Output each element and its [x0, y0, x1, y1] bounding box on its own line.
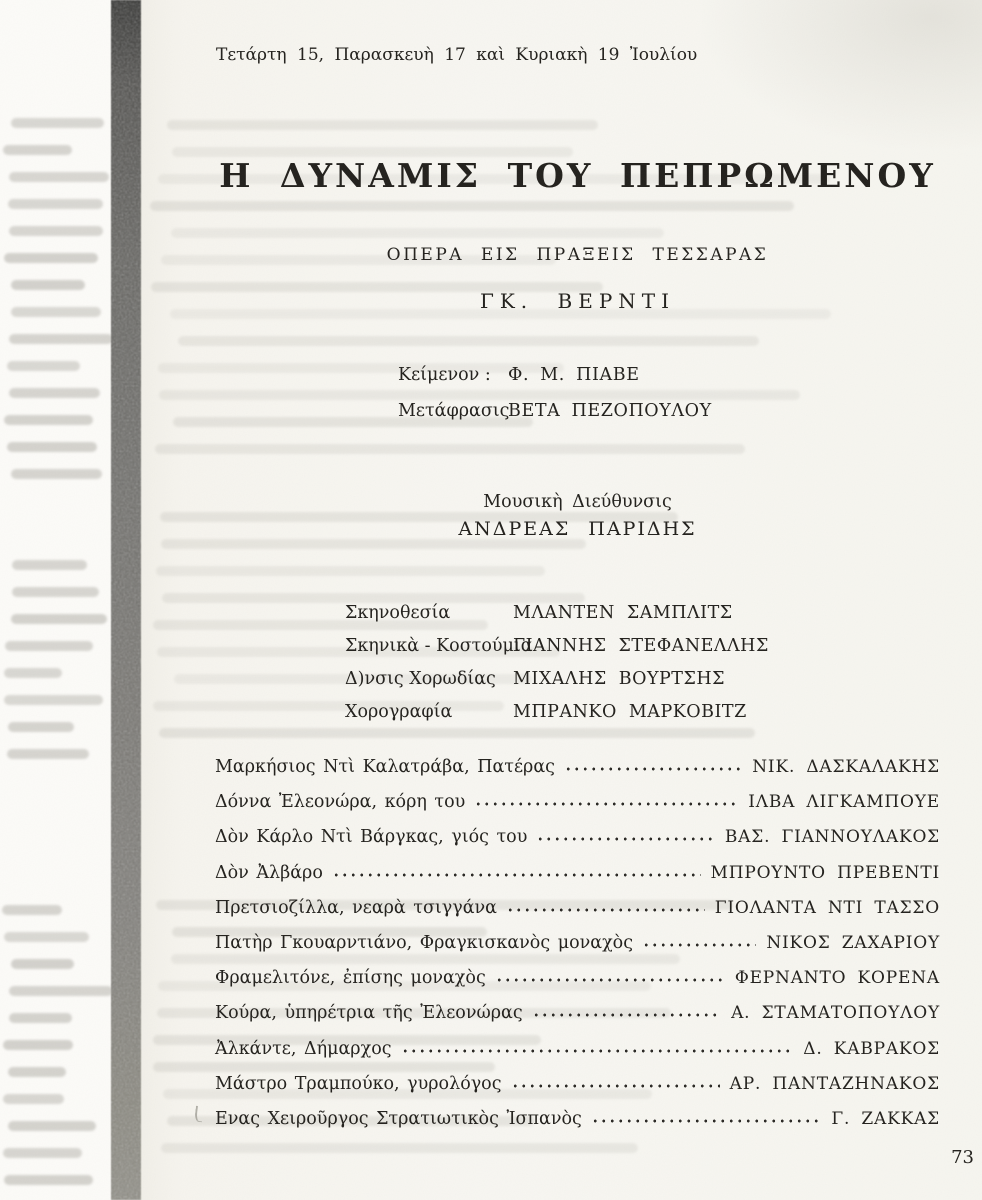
credit-row: [345, 635, 769, 657]
dotted-leader: [511, 1075, 720, 1089]
dotted-leader: [506, 899, 705, 913]
dotted-leader: [332, 864, 701, 878]
credit-label: Μετάφρασις: [398, 401, 510, 421]
conductor-name: ΑΝΔΡΕΑΣ ΠΑΡΙΔΗΣ: [458, 518, 697, 540]
cast-row: [215, 967, 940, 989]
cast-performer: ΒΑΣ. ΓΙΑΝΝΟΥΛΑΚΟΣ: [724, 827, 940, 848]
cast-performer: ΦΕΡΝΑΝΤΟ ΚΟΡΕΝΑ: [734, 968, 940, 989]
credit-value: ΒΕΤΑ ΠΕΖΟΠΟΥΛΟΥ: [508, 401, 712, 421]
opera-subtitle: ΟΠΕΡΑ ΕΙΣ ΠΡΑΞΕΙΣ ΤΕΣΣΑΡΑΣ: [386, 245, 769, 265]
credit-label: Σκηνικὰ - Κοστούμια: [345, 636, 533, 656]
page-number: 73: [951, 1147, 974, 1168]
credit-value: ΜΛΑΝΤΕΝ ΣΑΜΠΛΙΤΣ: [513, 603, 733, 623]
dotted-leader: [474, 793, 738, 807]
cast-row: [215, 932, 940, 954]
cast-performer: Δ. ΚΑΒΡΑΚΟΣ: [803, 1038, 940, 1059]
cast-performer: ΓΙΟΛΑΝΤΑ ΝΤΙ ΤΑΣΣΟ: [714, 897, 940, 918]
cast-performer: ΜΠΡΟΥΝΤΟ ΠΡΕΒΕΝΤΙ: [710, 862, 940, 883]
music-direction-label: Μουσικὴ Διεύθυνσις: [483, 492, 672, 512]
cast-performer: Α. ΣΤΑΜΑΤΟΠΟΥΛΟΥ: [731, 1003, 940, 1024]
book-binding-shadow: [111, 0, 141, 1200]
credit-row: [345, 701, 769, 723]
page-content: [215, 0, 940, 1200]
cast-row: [215, 791, 940, 813]
cast-row: [215, 1038, 940, 1060]
dotted-leader: [401, 1040, 794, 1054]
cast-role: Ἀλκάντε, Δήμαρχος: [215, 1038, 392, 1059]
cast-row: [215, 897, 940, 919]
credit-value: Φ. Μ. ΠΙΑΒΕ: [508, 365, 640, 385]
bleed-through-texture: [2, 0, 108, 1200]
credit-row: [398, 364, 712, 386]
cast-performer: ΝΙΚΟΣ ΖΑΧΑΡΙΟΥ: [766, 932, 940, 953]
cast-role: Μάστρο Τραμπούκο, γυρολόγος: [215, 1073, 502, 1094]
dotted-leader: [564, 758, 742, 772]
libretto-credits: [398, 364, 712, 436]
cast-row: [215, 1073, 940, 1095]
cast-role: Φραμελιτόνε, ἐπίσης μοναχὸς: [215, 968, 486, 989]
cast-role: Μαρκήσιος Ντὶ Καλατράβα, Πατέρας: [215, 757, 555, 777]
page-area: [140, 0, 982, 1200]
cast-role: Δὸν Ἀλβάρο: [215, 862, 323, 883]
credit-label: Χορογραφία: [345, 702, 453, 722]
cast-role: Πρετσιοζίλλα, νεαρὰ τσιγγάνα: [215, 897, 497, 918]
cast-role: Κούρα, ὑπηρέτρια τῆς Ἐλεονώρας: [215, 1003, 523, 1024]
credit-label: Κείμενον :: [398, 365, 491, 385]
credit-row: [345, 602, 769, 624]
cast-role: Πατὴρ Γκουαρντιάνο, Φραγκισκανὸς μοναχὸς: [215, 932, 634, 953]
cast-performer: ΝΙΚ. ΔΑΣΚΑΛΑΚΗΣ: [752, 757, 940, 777]
composer-name: ΓΚ. ΒΕΡΝΤΙ: [479, 289, 676, 313]
music-direction: [215, 490, 940, 544]
performance-dates: Τετάρτη 15, Παρασκευὴ 17 καὶ Κυριακὴ 19 Ἰουλίου: [216, 45, 698, 65]
dotted-leader: [642, 934, 756, 948]
cast-row: [215, 826, 940, 848]
credit-value: ΜΠΡΑΝΚΟ ΜΑΡΚΟΒΙΤΖ: [513, 702, 747, 722]
credit-row: [398, 400, 712, 422]
dotted-leader: [536, 828, 715, 842]
dotted-leader: [495, 969, 725, 983]
cast-row: [215, 1108, 940, 1130]
credit-label: Δ)νσις Χορωδίας: [345, 669, 496, 689]
production-credits: [345, 602, 769, 734]
cast-role: Ενας Χειροῦργος Στρατιωτικὸς Ἰσπανὸς: [215, 1108, 582, 1129]
cast-performer: Γ. ΖΑΚΚΑΣ: [831, 1108, 940, 1129]
cast-row: [215, 756, 940, 778]
page-title: Η ΔΥΝΑΜΙΣ ΤΟΥ ΠΕΠΡΩΜΕΝΟΥ: [219, 156, 936, 195]
dotted-leader: [532, 1004, 721, 1018]
cast-role: Δόννα Ἐλεονώρα, κόρη του: [215, 792, 466, 813]
credit-row: [345, 668, 769, 690]
cast-performer: ΑΡ. ΠΑΝΤΑΖΗΝΑΚΟΣ: [729, 1073, 940, 1094]
credit-value: ΓΙΑΝΝΗΣ ΣΤΕΦΑΝΕΛΛΗΣ: [513, 636, 769, 656]
cast-row: [215, 862, 940, 884]
credit-value: ΜΙΧΑΛΗΣ ΒΟΥΡΤΣΗΣ: [513, 669, 725, 689]
cast-role: Δὸν Κάρλο Ντὶ Βάργκας, γιός του: [215, 827, 528, 848]
cast-row: [215, 1002, 940, 1024]
cast-list: [215, 756, 940, 1143]
dotted-leader: [591, 1110, 822, 1124]
cast-performer: ΙΛΒΑ ΛΙΓΚΑΜΠΟΥΕ: [748, 792, 940, 813]
credit-label: Σκηνοθεσία: [345, 603, 451, 623]
